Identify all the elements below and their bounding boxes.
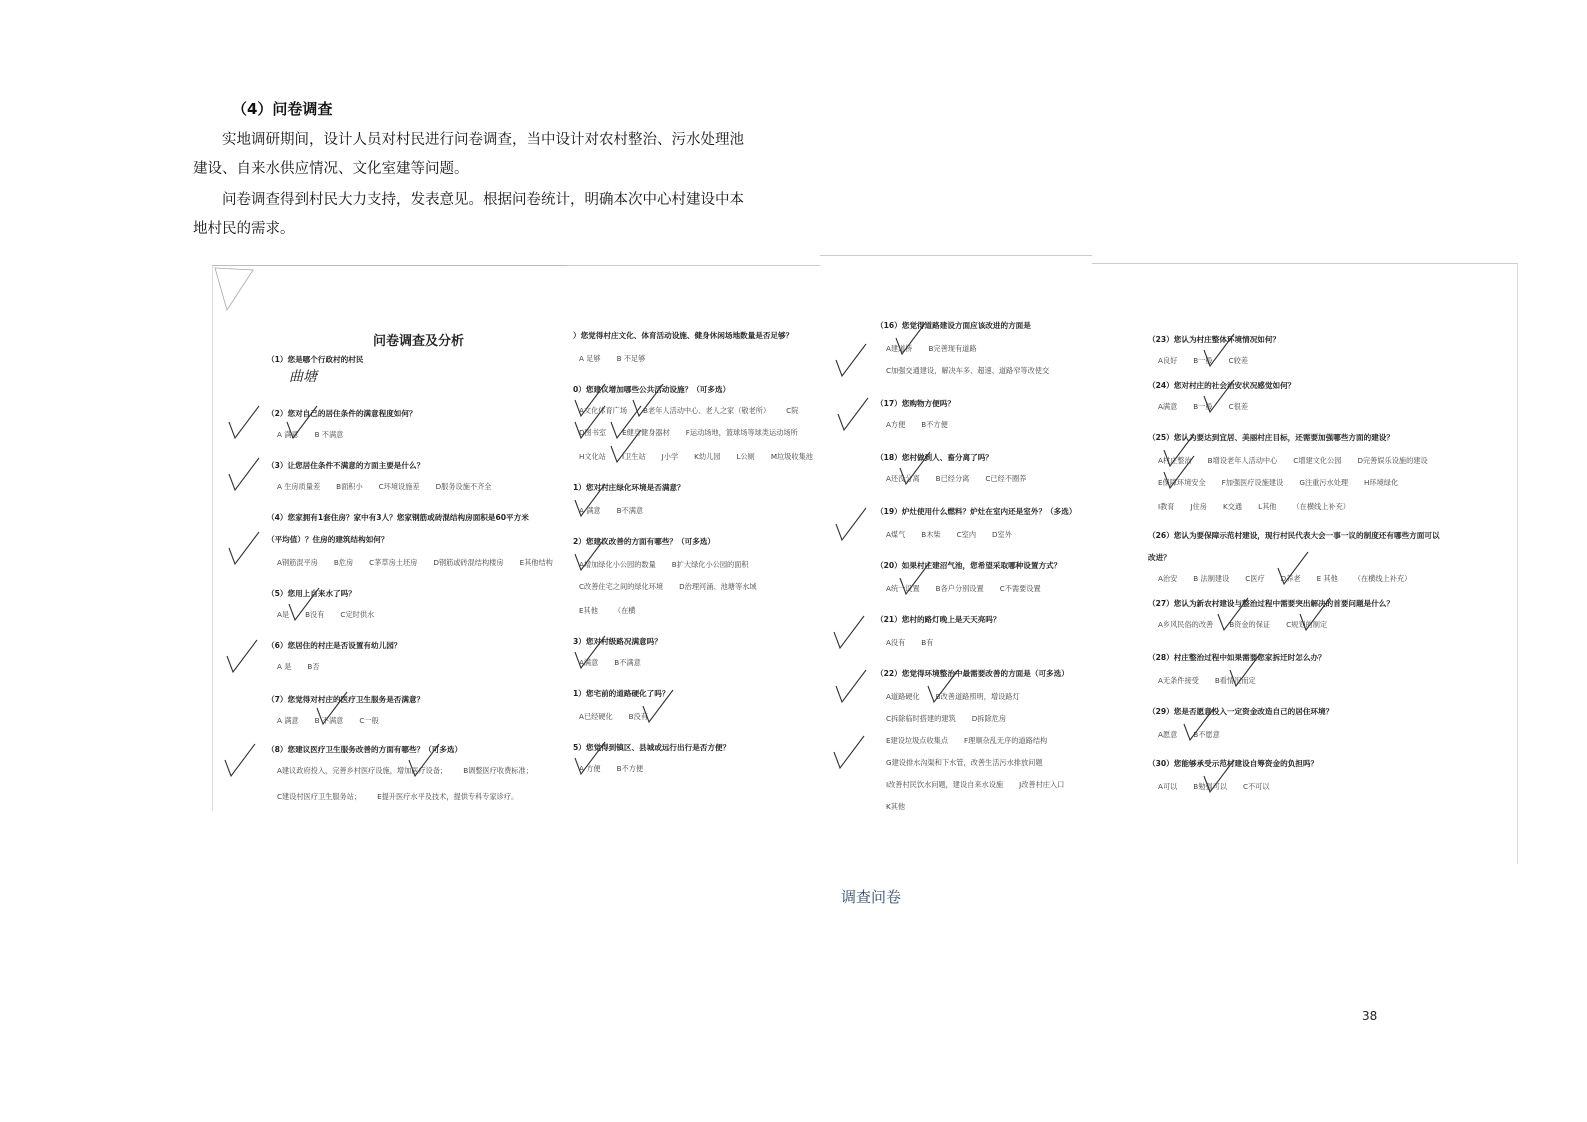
answer-option: A村庄整治 — [1158, 456, 1192, 465]
questionnaire-scan — [212, 255, 1517, 863]
answer-option: B没有 — [305, 610, 325, 619]
answer-option: B面积小 — [336, 482, 363, 491]
question-text: （21）您村的路灯晚上是天天亮吗？ — [876, 615, 1001, 624]
answer-option: D图书室 — [579, 428, 607, 437]
answer-option: J改善村庄入口 — [1019, 780, 1065, 789]
check-marks — [1092, 264, 1517, 864]
answer-options — [1158, 478, 1414, 488]
answer-option: C加强交通建设，解决车多、超速、道路窄等改使交 — [886, 366, 1050, 375]
check-mark — [834, 616, 864, 648]
answer-option: B一般 — [1193, 356, 1213, 365]
answer-option: B资金的保证 — [1229, 620, 1271, 629]
questionnaire-sheet-1 — [212, 265, 568, 811]
answer-option: E建设垃圾点收集点 — [886, 736, 949, 745]
answer-options — [579, 582, 773, 592]
question-text: （27）您认为新农村建设与整治过程中需要突出解决的首要问题是什么？ — [1148, 599, 1394, 608]
answer-option: K其他 — [886, 802, 906, 811]
question-text: （17）您购物方便吗？ — [876, 399, 955, 408]
question-text: （4）您家拥有1套住房？家中有3人？您家钢筋或砖混结构房面积是60平方米 — [267, 513, 529, 522]
answer-option: L其他 — [1258, 502, 1277, 511]
answer-options — [886, 802, 921, 812]
answer-option: B勉强可以 — [1193, 782, 1227, 791]
answer-options — [1158, 620, 1343, 630]
question-text: 1）您宅前的道路硬化了吗？ — [573, 689, 670, 698]
answer-option: B老年人活动中心、老人之家（敬老所） — [643, 406, 771, 415]
answer-option: C拆除临时搭建的建筑 — [886, 714, 956, 723]
answer-option: E健身健身器材 — [622, 428, 670, 437]
question-text: （26）您认为要保障示范村建设，现行村民代表大会一事一议的制度还有哪些方面可以 — [1148, 531, 1440, 540]
answer-option: B有 — [921, 638, 934, 647]
answer-options — [886, 736, 1063, 746]
answer-options — [886, 530, 1028, 540]
question-text: （29）您是否愿意投入一定资金改造自己的居住环境？ — [1148, 707, 1334, 716]
figure-caption: 调查问卷 — [841, 888, 902, 906]
answer-option: （在横线上补充） — [1292, 502, 1350, 511]
answer-option: B完善现有道路 — [928, 344, 977, 353]
questionnaire-sheet-2 — [567, 265, 822, 811]
question-text: （24）您对村庄的社会治安状况感觉如何？ — [1148, 381, 1296, 390]
question-text: （2）您对自己的居住条件的满意程度如何？ — [267, 409, 417, 418]
answer-option: B看情况而定 — [1214, 676, 1256, 685]
answer-options — [579, 452, 822, 462]
answer-option: A文化体育广场 — [579, 406, 628, 415]
question-text: （1）您是哪个行政村的村民 — [267, 355, 364, 364]
answer-option: E其他 — [579, 606, 598, 615]
answer-option: A良好 — [1158, 356, 1178, 365]
question-text: （6）您居住的村庄是否设置有幼儿园？ — [267, 641, 402, 650]
question-text: （3）让您居住条件不满意的方面主要是什么？ — [267, 461, 425, 470]
answer-options — [1158, 456, 1444, 466]
answer-option: E其他结构 — [519, 558, 553, 567]
question-text: （7）您觉得对村庄的医疗卫生服务是否满意？ — [267, 695, 425, 704]
answer-options — [886, 780, 1080, 790]
answer-option: C规划的制定 — [1286, 620, 1328, 629]
question-text: （8）您建议医疗卫生服务改善的方面有哪些？（可多选） — [267, 745, 463, 754]
answer-option: A 是 — [277, 662, 292, 671]
answer-options — [579, 506, 659, 516]
answer-option: C已经不圈养 — [985, 474, 1027, 483]
answer-option: B木柴 — [921, 530, 941, 539]
answer-option: B一般 — [1193, 402, 1213, 411]
answer-option: B 不足够 — [616, 354, 646, 363]
answer-options — [886, 474, 1042, 484]
check-mark — [229, 406, 259, 438]
question-text: （16）您觉得道路建设方面应该改进的方面是 — [876, 321, 1031, 330]
answer-option: C改善住宅之间的绿化环境 — [579, 582, 664, 591]
answer-option: A统一设置 — [886, 584, 920, 593]
answer-option: C环境设施差 — [378, 482, 420, 491]
page-fold-mark — [213, 266, 273, 326]
check-mark — [836, 670, 866, 702]
answer-option: A 生房质量差 — [277, 482, 321, 491]
answer-option: B增设老年人活动中心 — [1207, 456, 1278, 465]
answer-options — [886, 692, 1036, 702]
answer-option: G建设排水沟渠和下水管，改善生活污水排放问题 — [886, 758, 1043, 767]
answer-options — [886, 584, 1057, 594]
question-text: 2）您建议改善的方面有哪些？（可多选） — [573, 537, 715, 546]
answer-options — [886, 366, 1065, 376]
answer-options — [886, 714, 1022, 724]
answer-options — [1158, 356, 1264, 366]
answer-option: E 其他 — [1316, 574, 1338, 583]
question-text: （20）如果村庄建沼气池，您希望采取哪种设置方式？ — [876, 561, 1062, 570]
answer-option: J小学 — [661, 452, 679, 461]
answer-options — [277, 792, 534, 802]
answer-option: D拆除危房 — [971, 714, 1007, 723]
answer-option: B各户分别设置 — [935, 584, 984, 593]
answer-option: A满意 — [1158, 402, 1178, 411]
answer-options — [1158, 402, 1264, 412]
paragraph-1: 实地调研期间，设计人员对村民进行问卷调查，当中设计对农村整治、污水处理池建设、自来水供应情况、文化室建等问题。 — [193, 132, 744, 177]
answer-option: I卫生站 — [621, 452, 646, 461]
answer-option: C院 — [786, 406, 799, 415]
answer-option: K幼儿园 — [694, 452, 721, 461]
answer-options — [886, 638, 949, 648]
check-mark — [227, 640, 257, 672]
answer-options — [579, 712, 664, 722]
answer-option: C建设村医疗卫生服务站； — [277, 792, 362, 801]
answer-option: D养老 — [1280, 574, 1301, 583]
answer-options — [1158, 730, 1236, 740]
question-text: （25）您认为要达到宜居、美丽村庄目标，还需要加强哪些方面的建设？ — [1148, 433, 1394, 442]
answer-option: C定时供水 — [340, 610, 375, 619]
question-text: （19）炉灶使用什么燃料？炉灶在室内还是室外？（多选） — [876, 507, 1077, 516]
answer-options — [277, 766, 549, 776]
answer-options — [886, 420, 964, 430]
answer-options — [579, 428, 814, 438]
question-text: 5）您觉得到镇区、县城或远行出行是否方便？ — [573, 743, 731, 752]
answer-option: C医疗 — [1245, 574, 1265, 583]
answer-option: I改善村民饮水问题，建设自来水设施 — [886, 780, 1004, 789]
answer-option: L公厕 — [736, 452, 755, 461]
question-text: （30）您能够承受示范村建设自筹资金的负担吗？ — [1148, 759, 1319, 768]
answer-option: B改善道路照明，增设路灯 — [935, 692, 1020, 701]
check-mark — [229, 532, 259, 564]
answer-option: A 满意 — [277, 716, 299, 725]
answer-option: A可以 — [1158, 782, 1178, 791]
answer-option: J住房 — [1190, 502, 1207, 511]
check-mark — [838, 398, 868, 430]
question-text: （5）您用上自来水了吗？ — [267, 589, 356, 598]
answer-option: A乡风民俗的改善 — [1158, 620, 1214, 629]
answer-options — [277, 558, 568, 568]
answer-options — [1158, 574, 1427, 584]
answer-option: （在横 — [613, 606, 636, 615]
answer-option: A愿意 — [1158, 730, 1178, 739]
answer-option: （在横线上补充） — [1353, 574, 1412, 583]
answer-options — [1158, 782, 1286, 792]
answer-options — [579, 764, 659, 774]
answer-option: A治安 — [1158, 574, 1178, 583]
answer-option: E提升医疗水平及技术，提供专科专家诊疗。 — [377, 792, 519, 801]
answer-options — [579, 354, 661, 364]
answer-option: B调整医疗收费标准； — [463, 766, 533, 775]
question-text: （平均值）？住房的建筑结构如何？ — [267, 535, 389, 544]
answer-option: A 满意 — [277, 430, 299, 439]
answer-options — [277, 716, 395, 726]
questionnaire-sheet-3 — [820, 255, 1092, 821]
paragraph-2: 问卷调查得到村民大力支持，发表意见。根据问卷统计，明确本次中心村建设中本地村民的需求。 — [193, 192, 744, 237]
answer-option: M垃圾收集池 — [770, 452, 813, 461]
answer-options — [277, 430, 359, 440]
answer-option: B 不满意 — [314, 716, 344, 725]
answer-option: B否 — [307, 662, 320, 671]
answer-option: B不满意 — [614, 658, 641, 667]
answer-options — [886, 344, 993, 354]
section-heading: （4）问卷调查 — [232, 100, 333, 118]
answer-option: A 满意 — [579, 506, 601, 515]
answer-option: C室内 — [956, 530, 977, 539]
answer-option: B没有 — [628, 712, 648, 721]
answer-option: C不可以 — [1242, 782, 1270, 791]
answer-option: F理顺杂乱无序的道路结构 — [964, 736, 1048, 745]
question-text: （18）您村做到人、畜分离了吗？ — [876, 453, 993, 462]
answer-option: D治理河涌、池塘等水域 — [679, 582, 757, 591]
answer-options — [579, 606, 652, 616]
answer-option: C茅草房土坯房 — [369, 558, 418, 567]
check-mark — [834, 736, 864, 768]
question-text: ）您觉得村庄文化、体育活动设施、健身休闲场地数量是否足够？ — [573, 331, 794, 340]
answer-option: B 法制建设 — [1193, 574, 1230, 583]
answer-option: B不满意 — [616, 506, 644, 515]
answer-option: A是 — [277, 610, 290, 619]
answer-option: D服务设施不齐全 — [435, 482, 492, 491]
answer-option: B 不满意 — [314, 430, 344, 439]
questionnaire-title: 问卷调查及分析 — [373, 334, 465, 349]
answer-options — [579, 560, 765, 570]
answer-option: B已经分离 — [935, 474, 970, 483]
answer-option: C很差 — [1228, 402, 1249, 411]
answer-options — [1158, 502, 1366, 512]
answer-option: I教育 — [1158, 502, 1175, 511]
answer-option: A 足够 — [579, 354, 601, 363]
answer-option: B扩大绿化小公园的面积 — [671, 560, 749, 569]
question-text: 3）您对村级路况满意吗？ — [573, 637, 662, 646]
answer-option: A煤气 — [886, 530, 906, 539]
answer-option: H环境绿化 — [1364, 478, 1399, 487]
answer-option: K交通 — [1223, 502, 1243, 511]
answer-option: A 方便 — [579, 764, 601, 773]
handwritten-answer: 曲塘 — [289, 369, 317, 385]
answer-option: C较差 — [1228, 356, 1249, 365]
question-text: 改进？ — [1148, 553, 1171, 562]
question-text: （28）村庄整治过程中如果需要您家拆迁时怎么办？ — [1148, 653, 1326, 662]
answer-option: A增加绿化小公园的数量 — [579, 560, 656, 569]
answer-option: B不愿意 — [1193, 730, 1220, 739]
answer-option: A满意 — [579, 658, 599, 667]
answer-option: A还没分离 — [886, 474, 920, 483]
answer-options — [1158, 676, 1272, 686]
answer-option: E保障环境安全 — [1158, 478, 1206, 487]
answer-option: A没有 — [886, 638, 906, 647]
question-text: （23）您认为村庄整体环境情况如何？ — [1148, 335, 1281, 344]
answer-option: C不需要设置 — [999, 584, 1041, 593]
answer-option: A已经硬化 — [579, 712, 613, 721]
check-mark — [225, 744, 255, 776]
answer-options — [277, 662, 336, 672]
questionnaire-sheet-4 — [1092, 263, 1518, 864]
answer-option: A建议政府投入，完善乡村医疗设施，增加医疗设备； — [277, 766, 448, 775]
answer-option: D完善娱乐设施的建设 — [1357, 456, 1428, 465]
page-number: 38 — [1362, 1009, 1378, 1023]
check-mark — [836, 508, 866, 540]
answer-option: A建道桥 — [886, 344, 913, 353]
answer-option: F加强医疗设施建设 — [1221, 478, 1284, 487]
answer-option: A方便 — [886, 420, 906, 429]
check-mark — [229, 458, 259, 490]
answer-option: H文化站 — [579, 452, 606, 461]
answer-options — [579, 406, 814, 416]
answer-options — [886, 758, 1059, 768]
answer-option: B危房 — [333, 558, 354, 567]
answer-options — [579, 658, 657, 668]
check-mark — [836, 344, 866, 376]
answer-option: B不方便 — [616, 764, 644, 773]
answer-option: D钢筋或砖混结构楼房 — [433, 558, 504, 567]
answer-option: G注重污水处理 — [1299, 478, 1349, 487]
answer-option: A钢筋混平房 — [277, 558, 318, 567]
answer-option: A道路硬化 — [886, 692, 920, 701]
answer-option: C增建文化公园 — [1293, 456, 1342, 465]
question-text: （22）您觉得环境整治中最需要改善的方面是（可多选） — [876, 669, 1069, 678]
answer-option: A无条件接受 — [1158, 676, 1199, 685]
answer-option: F运动场地，篮球场等球类运动场所 — [685, 428, 798, 437]
answer-option: B不方便 — [921, 420, 948, 429]
question-text: 1）您对村庄绿化环境是否满意？ — [573, 483, 685, 492]
question-text: 0）您建议增加哪些公共活动设施？（可多选） — [573, 385, 731, 394]
answer-options — [277, 482, 507, 492]
answer-option: C一般 — [359, 716, 379, 725]
answer-option: D室外 — [992, 530, 1012, 539]
answer-options — [277, 610, 390, 620]
